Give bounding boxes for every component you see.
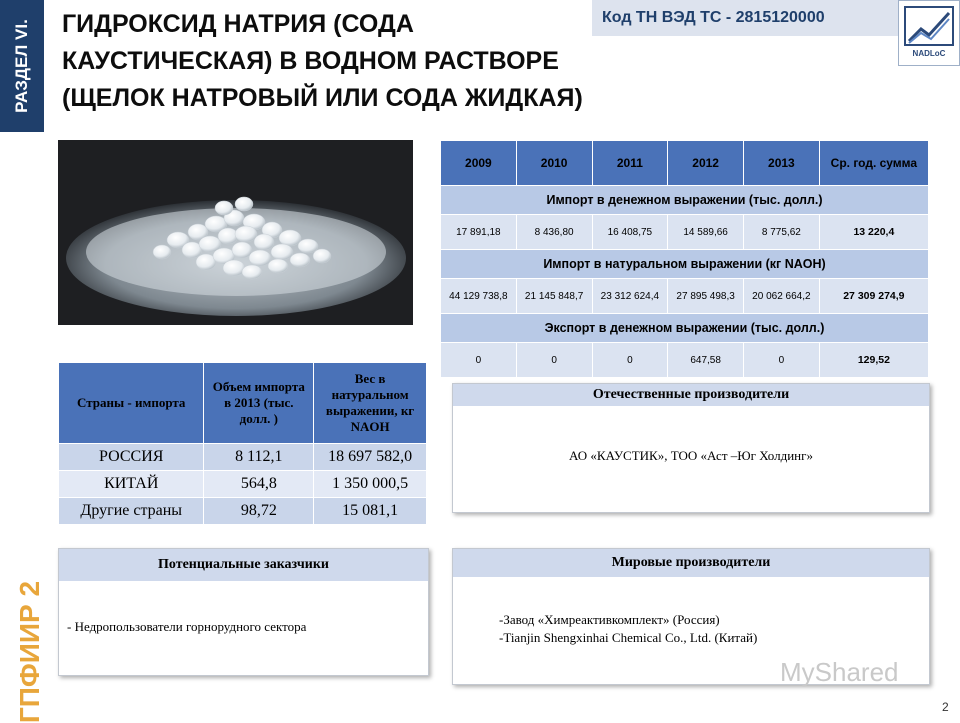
year-header: 2013 xyxy=(744,141,820,186)
watermark xyxy=(10,580,50,723)
domestic-producers-box xyxy=(452,383,930,513)
volume-header: Объем импорта в 2013 (тыс. долл. ) xyxy=(204,363,314,444)
table-cell: 0 xyxy=(441,343,517,378)
world-producer-item: -Tianjin Shengxinhai Chemical Co., Ltd. (Китай) xyxy=(499,630,758,645)
table-header-row xyxy=(59,363,427,444)
weight-header: Вес в натуральном выражении, кг NAOH xyxy=(314,363,427,444)
page-title: ГИДРОКСИД НАТРИЯ (СОДА КАУСТИЧЕСКАЯ) В ВОДНОМ РАСТВОРЕ (ЩЕЛОК НАТРОВЫЙ ИЛИ СОДА ЖИДКАЯ) xyxy=(62,10,583,112)
volume-cell: 98,72 xyxy=(204,498,314,525)
average-cell: 27 309 274,9 xyxy=(819,279,928,314)
potential-customers-title: Потенциальные заказчики xyxy=(59,549,428,581)
country-cell: Другие страны xyxy=(59,498,204,525)
table-cell: 0 xyxy=(592,343,668,378)
table-cell: 8 436,80 xyxy=(516,215,592,250)
potential-customers-text: - Недропользователи горнорудного сектора xyxy=(67,619,307,634)
table-cell: 21 145 848,7 xyxy=(516,279,592,314)
logo-text: NADLoC xyxy=(912,49,946,58)
domestic-producers-title: Отечественные производители xyxy=(453,384,929,406)
import-natural-title: Импорт в натуральном выражении (кг NAOH) xyxy=(441,250,929,279)
table-cell: 44 129 738,8 xyxy=(441,279,517,314)
logo xyxy=(898,0,960,66)
table-header-row xyxy=(441,141,929,186)
country-cell: РОССИЯ xyxy=(59,444,204,471)
table-cell: 20 062 664,2 xyxy=(744,279,820,314)
section-row xyxy=(441,250,929,279)
import-export-table xyxy=(440,140,929,378)
average-cell: 129,52 xyxy=(819,343,928,378)
average-header: Ср. год. сумма xyxy=(819,141,928,186)
country-cell: КИТАЙ xyxy=(59,471,204,498)
table-row xyxy=(441,343,929,378)
brand-text: MyShared xyxy=(780,657,899,687)
table-row xyxy=(59,498,427,525)
table-cell: 0 xyxy=(516,343,592,378)
table-cell: 8 775,62 xyxy=(744,215,820,250)
weight-cell: 15 081,1 xyxy=(314,498,427,525)
table-cell: 16 408,75 xyxy=(592,215,668,250)
section-row xyxy=(441,314,929,343)
table-cell: 14 589,66 xyxy=(668,215,744,250)
page-number: 2 xyxy=(942,700,949,714)
year-header: 2009 xyxy=(441,141,517,186)
brand-watermark xyxy=(780,657,899,688)
import-money-title: Импорт в денежном выражении (тыс. долл.) xyxy=(441,186,929,215)
volume-cell: 564,8 xyxy=(204,471,314,498)
table-cell: 23 312 624,4 xyxy=(592,279,668,314)
section-tab xyxy=(0,0,44,132)
weight-cell: 1 350 000,5 xyxy=(314,471,427,498)
import-countries-table xyxy=(58,362,427,525)
section-row xyxy=(441,186,929,215)
table-row xyxy=(441,215,929,250)
average-cell: 13 220,4 xyxy=(819,215,928,250)
table-row xyxy=(59,444,427,471)
table-cell: 27 895 498,3 xyxy=(668,279,744,314)
world-producers-title: Мировые производители xyxy=(453,549,929,577)
section-label: РАЗДЕЛ VI. xyxy=(12,19,31,113)
year-header: 2012 xyxy=(668,141,744,186)
table-row xyxy=(59,471,427,498)
weight-cell: 18 697 582,0 xyxy=(314,444,427,471)
country-header: Страны - импорта xyxy=(59,363,204,444)
watermark-text: ГПФИИР 2 xyxy=(14,580,45,723)
year-header: 2011 xyxy=(592,141,668,186)
table-cell: 0 xyxy=(744,343,820,378)
table-row xyxy=(441,279,929,314)
product-photo xyxy=(58,140,413,325)
table-cell: 17 891,18 xyxy=(441,215,517,250)
world-producer-item: -Завод «Химреактивкомплект» (Россия) xyxy=(499,612,720,627)
hs-code-badge: Код ТН ВЭД ТС - 2815120000 xyxy=(592,0,904,36)
table-cell: 647,58 xyxy=(668,343,744,378)
export-money-title: Экспорт в денежном выражении (тыс. долл.) xyxy=(441,314,929,343)
year-header: 2010 xyxy=(516,141,592,186)
domestic-producers-text: АО «КАУСТИК», ТОО «Аст –Юг Холдинг» xyxy=(569,448,813,463)
potential-customers-box xyxy=(58,548,429,676)
volume-cell: 8 112,1 xyxy=(204,444,314,471)
